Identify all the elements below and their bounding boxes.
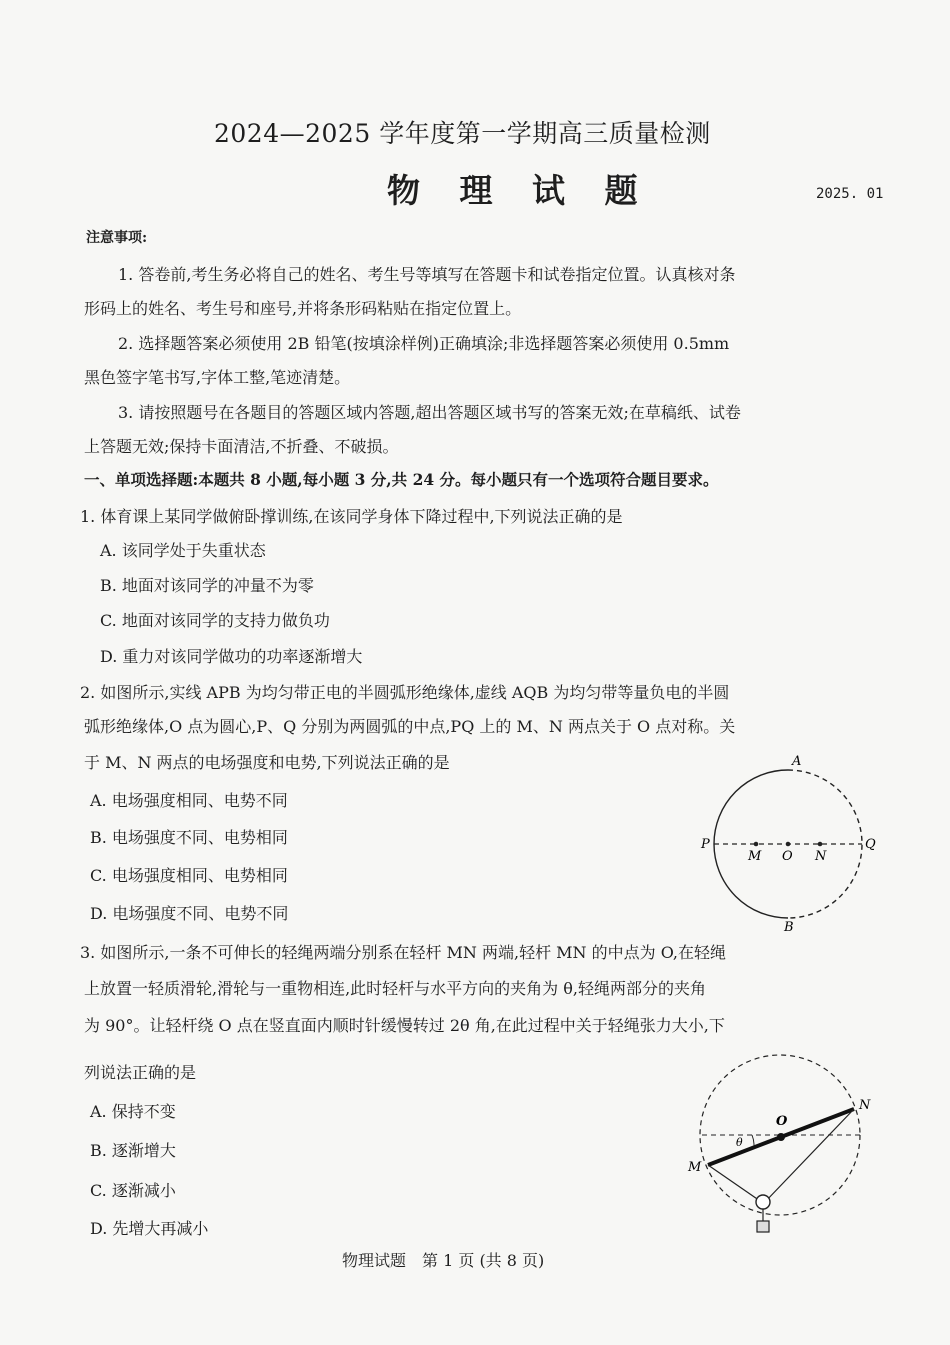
notice-item-3-line2: 上答题无效;保持卡面清洁,不折叠、不破损。: [84, 437, 399, 456]
subject-title: 物 理 试 题: [387, 171, 652, 210]
section-heading: 一、单项选择题:本题共 8 小题,每小题 3 分,共 24 分。每小题只有一个选项符合题目要求。: [84, 470, 719, 489]
question-1-option-a: A. 该同学处于失重状态: [100, 541, 266, 560]
label-b: B: [784, 920, 794, 935]
notice-item-2-line1: 2. 选择题答案必须使用 2B 铅笔(按填涂样例)正确填涂;非选择题答案必须使用 0.5mm: [118, 334, 730, 353]
question-2-figure: [698, 750, 898, 935]
question-3-line1: 3. 如图所示,一条不可伸长的轻绳两端分别系在轻杆 MN 两端,轻杆 MN 的中点为 O,在轻绳: [80, 943, 726, 962]
pivot-o: [777, 1133, 785, 1141]
page-footer: 物理试题 第 1 页 (共 8 页): [342, 1251, 545, 1270]
question-3-line2: 上放置一轻质滑轮,滑轮与一重物相连,此时轻杆与水平方向的夹角为 θ,轻绳两部分的夹角: [84, 979, 706, 998]
exam-date: 2025. 01: [816, 186, 884, 202]
point-n: [818, 842, 823, 847]
question-1-option-c: C. 地面对该同学的支持力做负功: [100, 611, 330, 630]
label-o: O: [776, 1114, 788, 1129]
weight-block: [757, 1221, 769, 1232]
pulley: [756, 1195, 770, 1209]
point-m: [754, 842, 759, 847]
exam-header: 2024—2025 学年度第一学期高三质量检测: [214, 119, 711, 148]
label-m: M: [688, 1160, 702, 1175]
question-1-stem: 1. 体育课上某同学做俯卧撑训练,在该同学身体下降过程中,下列说法正确的是: [80, 507, 623, 526]
question-3-figure: [680, 1045, 880, 1245]
question-3-line3: 为 90°。让轻杆绕 O 点在竖直面内顺时针缓慢转过 2θ 角,在此过程中关于轻绳张力大小,下: [84, 1016, 725, 1035]
notice-item-1-line2: 形码上的姓名、考生号和座号,并将条形码粘贴在指定位置上。: [84, 299, 522, 318]
question-3-option-d: D. 先增大再减小: [90, 1219, 209, 1238]
question-3-option-a: A. 保持不变: [90, 1102, 176, 1121]
label-n: N: [815, 849, 827, 864]
question-2-option-d: D. 电场强度不同、电势不同: [90, 904, 289, 923]
question-2-line3: 于 M、N 两点的电场强度和电势,下列说法正确的是: [84, 753, 450, 772]
label-n: N: [859, 1098, 871, 1113]
question-2-line1: 2. 如图所示,实线 APB 为均匀带正电的半圆弧形绝缘体,虚线 AQB 为均匀带等量负电的半圆: [80, 683, 730, 702]
question-3-option-c: C. 逐渐减小: [90, 1181, 176, 1200]
question-2-line2: 弧形绝缘体,O 点为圆心,P、Q 分别为两圆弧的中点,PQ 上的 M、N 两点关于 O 点对称。关: [84, 717, 736, 736]
question-3-line4: 列说法正确的是: [84, 1063, 197, 1082]
question-2-option-b: B. 电场强度不同、电势相同: [90, 828, 288, 847]
question-1-option-b: B. 地面对该同学的冲量不为零: [100, 576, 314, 595]
notice-item-2-line2: 黑色签字笔书写,字体工整,笔迹清楚。: [84, 368, 351, 387]
label-o: O: [782, 849, 793, 864]
notice-item-3-line1: 3. 请按照题号在各题目的答题区域内答题,超出答题区域书写的答案无效;在草稿纸、试卷: [118, 403, 741, 422]
question-2-option-a: A. 电场强度相同、电势不同: [90, 791, 288, 810]
question-2-option-c: C. 电场强度相同、电势相同: [90, 866, 288, 885]
notice-item-1-line1: 1. 答卷前,考生务必将自己的姓名、考生号等填写在答题卡和试卷指定位置。认真核对条: [118, 265, 736, 284]
question-1-option-d: D. 重力对该同学做功的功率逐渐增大: [100, 647, 363, 666]
label-p: P: [701, 837, 710, 852]
point-o: [786, 842, 791, 847]
label-a: A: [792, 754, 802, 769]
angle-arc: [752, 1135, 754, 1146]
label-m: M: [748, 849, 762, 864]
label-q: Q: [865, 837, 876, 852]
label-theta: θ: [736, 1136, 743, 1149]
notice-heading: 注意事项:: [86, 230, 148, 246]
question-3-option-b: B. 逐渐增大: [90, 1141, 176, 1160]
